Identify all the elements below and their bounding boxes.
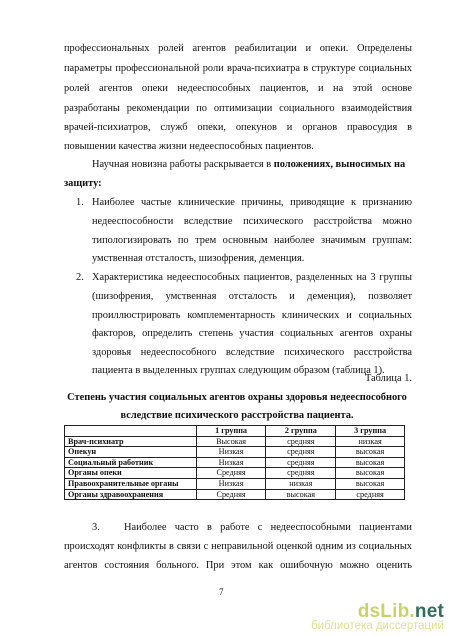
table-cell: высокая [336, 457, 405, 468]
table-label: Таблица 1. [364, 373, 412, 384]
table-cell: средняя [266, 447, 336, 458]
table-header-row [65, 426, 405, 437]
table-title: вследствие психического расстройства пациента. [120, 410, 354, 421]
list-item-line: проиллюстрировать комплементарность клинических и социальных [92, 310, 412, 321]
list-item-line: факторов, определить степень участия социальных агентов охраны [92, 328, 412, 339]
novelty-line-2: защиту: [64, 178, 102, 189]
header-cell [65, 426, 197, 437]
table-row [65, 478, 405, 489]
table-cell: Низкая [196, 447, 266, 458]
table-cell: высокая [266, 489, 336, 500]
list-item-line: происходят конфликты в связи с неправильной оценкой одним из социальных [64, 541, 412, 552]
text-line: параметры профессиональной роли врача-психиатра в структуре социальных [64, 63, 412, 74]
table-cell: Низкая [196, 457, 266, 468]
row-label: Опекун [65, 447, 197, 458]
table-cell: Низкая [196, 478, 266, 489]
text-line: врачей-психиатров, служб опеки, опекунов и органов правосудия в [64, 122, 412, 133]
list-item-line: (шизофрения, умственная отсталость и деменция), позволяет [92, 291, 412, 302]
novelty-bold: положениях, выносимых на [273, 159, 406, 170]
table-cell: высокая [336, 478, 405, 489]
list-item-line: Характеристика недееспособных пациентов, разделенных на 3 группы [92, 272, 412, 283]
list-item-line: агентов состояния больного. При этом как ошибочную можно оценить [64, 560, 412, 571]
data-table [64, 425, 405, 500]
novelty-lead: Научная новизна работы раскрывается в [92, 159, 274, 170]
row-label: Органы здравоохранения [65, 489, 197, 500]
page-number: 7 [219, 587, 224, 597]
row-label: Социальный работник [65, 457, 197, 468]
row-label: Органы опеки [65, 468, 197, 479]
logo-dot: . [409, 601, 415, 622]
list-item-line: Наиболее частые клинические причины, приводящие к признанию [92, 197, 412, 208]
list-item-line: здоровья недееспособного вследствие психического расстройства [92, 347, 412, 358]
table-cell: средняя [266, 436, 336, 447]
logo-main: dsLib [357, 601, 410, 622]
table-row [65, 489, 405, 500]
header-cell: 2 группа [266, 426, 336, 437]
table-row [65, 436, 405, 447]
table-cell: низкая [266, 478, 336, 489]
row-label: Правоохранительные органы [65, 478, 197, 489]
list-number: 2. [76, 272, 84, 283]
table-cell: средняя [336, 489, 405, 500]
table-cell: низкая [336, 436, 405, 447]
table-cell: средняя [266, 468, 336, 479]
text-line: профессиональных ролей агентов реабилитации и опеки. Определены [64, 43, 412, 54]
list-number: 1. [76, 197, 84, 208]
table-row [65, 447, 405, 458]
table-cell: средняя [266, 457, 336, 468]
text-line: разработаны рекомендации по оптимизации социального взаимодействия [64, 103, 412, 114]
table-cell: высокая [336, 447, 405, 458]
header-cell: 1 группа [196, 426, 266, 437]
logo-net: net [414, 601, 444, 622]
table-cell: Высокая [196, 436, 266, 447]
table-cell: Средняя [196, 489, 266, 500]
watermark [311, 601, 444, 632]
text-line: ролей агентов опеки недееспособных пациентов, и на этой основе [64, 83, 412, 94]
row-label: Врач-психиатр [65, 436, 197, 447]
table-cell: высокая [336, 468, 405, 479]
list-number: 3. [92, 522, 100, 533]
list-item-line: пациента в выделенных группах следующим образом (таблица 1). [92, 365, 385, 376]
list-item-line: типологизировать по трем основным наиболее значимым группам: [92, 235, 412, 246]
watermark-subtitle: библиотека диссертаций [311, 620, 444, 632]
table-row [65, 457, 405, 468]
list-item-line: недееспособности вследствие психического расстройства можно [92, 216, 412, 227]
novelty-line [92, 158, 405, 171]
text-line: повышении качества жизни недееспособных пациентов. [64, 141, 314, 152]
table-title: Степень участия социальных агентов охраны здоровья недееспособного [67, 392, 407, 403]
table-row [65, 468, 405, 479]
list-item-line: Наиболее часто в работе с недееспособными пациентами [124, 522, 412, 533]
header-cell: 3 группа [336, 426, 405, 437]
table-cell: Средняя [196, 468, 266, 479]
list-item-line: умственная отсталость, шизофрения, деменция. [92, 253, 305, 264]
